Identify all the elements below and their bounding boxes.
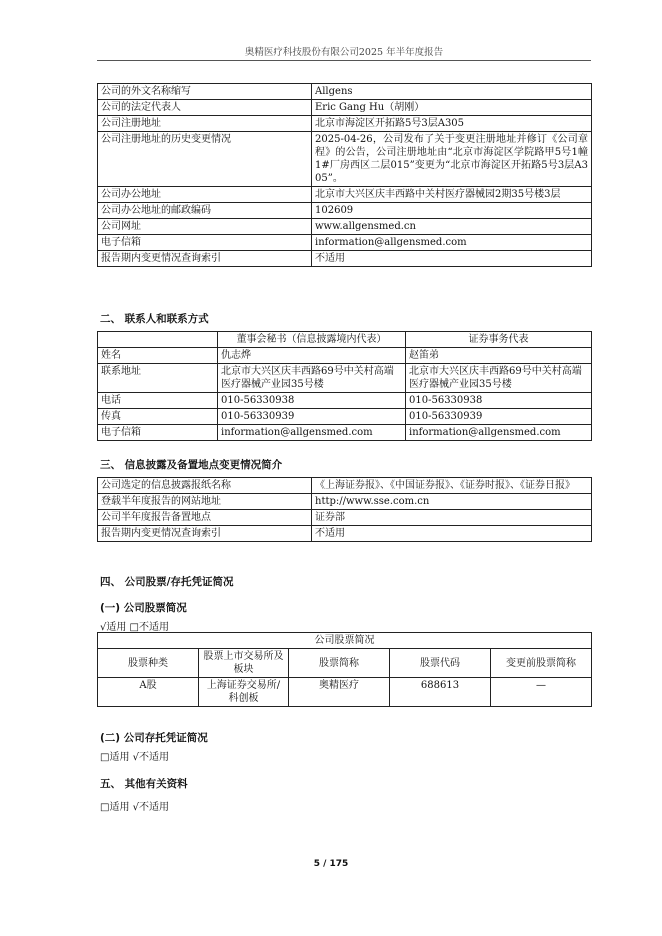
table-row [98, 132, 592, 187]
disclosure-table [97, 477, 592, 542]
row-label: 公司选定的信息披露报纸名称 [98, 478, 312, 494]
cell: 010-56330938 [218, 393, 406, 409]
table-row [98, 203, 592, 219]
row-label: 姓名 [98, 348, 218, 364]
table-caption-row [98, 633, 592, 649]
cell: 010-56330939 [406, 409, 592, 425]
applicability-options: □适用 √不适用 [100, 752, 169, 763]
table-row [98, 510, 592, 526]
row-label: 电子信箱 [98, 235, 312, 251]
page-header: 奥精医疗科技股份有限公司2025 年半年度报告 [244, 47, 444, 58]
table-caption: 公司股票简况 [98, 633, 592, 649]
contacts-table [97, 331, 592, 441]
cell: 北京市大兴区庆丰西路69号中关村高端医疗器械产业园35号楼 [406, 364, 592, 393]
row-value: 不适用 [312, 526, 592, 542]
table-row [98, 478, 592, 494]
cell: 赵笛弟 [406, 348, 592, 364]
column-header: 股票简称 [289, 649, 390, 678]
table-row [98, 187, 592, 203]
table-row [98, 219, 592, 235]
row-label: 报告期内变更情况查询索引 [98, 526, 312, 542]
row-label: 公司的法定代表人 [98, 100, 312, 116]
row-label: 公司办公地址 [98, 187, 312, 203]
cell: A股 [98, 678, 199, 707]
table-header-row [98, 332, 592, 348]
row-value: Eric Gang Hu（胡刚） [312, 100, 592, 116]
column-header: 股票代码 [390, 649, 491, 678]
table-row [98, 84, 592, 100]
row-value: 北京市海淀区开拓路5号3层A305 [312, 116, 592, 132]
table-row [98, 235, 592, 251]
subsection-heading-stock: (一) 公司股票简况 [100, 602, 187, 614]
table-row [98, 526, 592, 542]
column-header: 董事会秘书（信息披露境内代表） [218, 332, 406, 348]
row-label: 登载半年度报告的网站地址 [98, 494, 312, 510]
cell: 仇志烨 [218, 348, 406, 364]
header-divider [97, 60, 591, 61]
cell: 上海证券交易所/科创板 [199, 678, 289, 707]
applicability-options: √适用 □不适用 [100, 622, 169, 633]
row-label: 公司注册地址的历史变更情况 [98, 132, 312, 187]
row-label: 电子信箱 [98, 425, 218, 441]
table-header-row [98, 649, 592, 678]
table-row [98, 393, 592, 409]
row-label: 公司网址 [98, 219, 312, 235]
row-value: 证券部 [312, 510, 592, 526]
column-header: 证券事务代表 [406, 332, 592, 348]
cell: 北京市大兴区庆丰西路69号中关村高端医疗器械产业园35号楼 [218, 364, 406, 393]
row-value: 不适用 [312, 251, 592, 267]
table-row [98, 409, 592, 425]
section-heading-stock: 四、 公司股票/存托凭证简况 [100, 576, 234, 588]
table-row [98, 100, 592, 116]
basic-info-table [97, 83, 592, 267]
section-heading-contacts: 二、 联系人和联系方式 [100, 313, 209, 325]
column-header: 变更前股票简称 [491, 649, 592, 678]
cell: information@allgensmed.com [218, 425, 406, 441]
row-label: 公司注册地址 [98, 116, 312, 132]
table-row [98, 678, 592, 707]
row-value: www.allgensmed.cn [312, 219, 592, 235]
row-label: 传真 [98, 409, 218, 425]
applicability-options: □适用 √不适用 [100, 802, 169, 813]
row-value: http://www.sse.com.cn [312, 494, 592, 510]
row-value: Allgens [312, 84, 592, 100]
subsection-heading-depositary: (二) 公司存托凭证简况 [100, 732, 208, 744]
row-label: 公司半年度报告备置地点 [98, 510, 312, 526]
column-header: 股票上市交易所及板块 [199, 649, 289, 678]
table-row [98, 364, 592, 393]
table-row [98, 425, 592, 441]
cell: 010-56330938 [406, 393, 592, 409]
row-label: 联系地址 [98, 364, 218, 393]
cell: 010-56330939 [218, 409, 406, 425]
row-value: 《上海证券报》、《中国证券报》、《证券时报》、《证券日报》 [312, 478, 592, 494]
table-row [98, 348, 592, 364]
cell: 奥精医疗 [289, 678, 390, 707]
row-value: 北京市大兴区庆丰西路中关村医疗器械园2期35号楼3层 [312, 187, 592, 203]
row-label: 电话 [98, 393, 218, 409]
stock-table [97, 632, 592, 707]
row-value: 2025-04-26，公司发布了关于变更注册地址并修订《公司章程》的公告，公司注册地址由“北京市海淀区学院路甲5号1幢1#厂房西区二层015”变更为“北京市海淀区开拓路5号3层A305”。 [312, 132, 592, 187]
page-number: 5 / 175 [313, 859, 349, 869]
cell: — [491, 678, 592, 707]
cell: 688613 [390, 678, 491, 707]
table-row [98, 251, 592, 267]
row-value: 102609 [312, 203, 592, 219]
row-value: information@allgensmed.com [312, 235, 592, 251]
section-heading-other: 五、 其他有关资料 [100, 778, 188, 790]
row-label: 公司的外文名称缩写 [98, 84, 312, 100]
table-row [98, 116, 592, 132]
row-label: 报告期内变更情况查询索引 [98, 251, 312, 267]
table-row [98, 494, 592, 510]
cell: information@allgensmed.com [406, 425, 592, 441]
column-header: 股票种类 [98, 649, 199, 678]
row-label: 公司办公地址的邮政编码 [98, 203, 312, 219]
section-heading-disclosure: 三、 信息披露及备置地点变更情况简介 [100, 459, 283, 471]
